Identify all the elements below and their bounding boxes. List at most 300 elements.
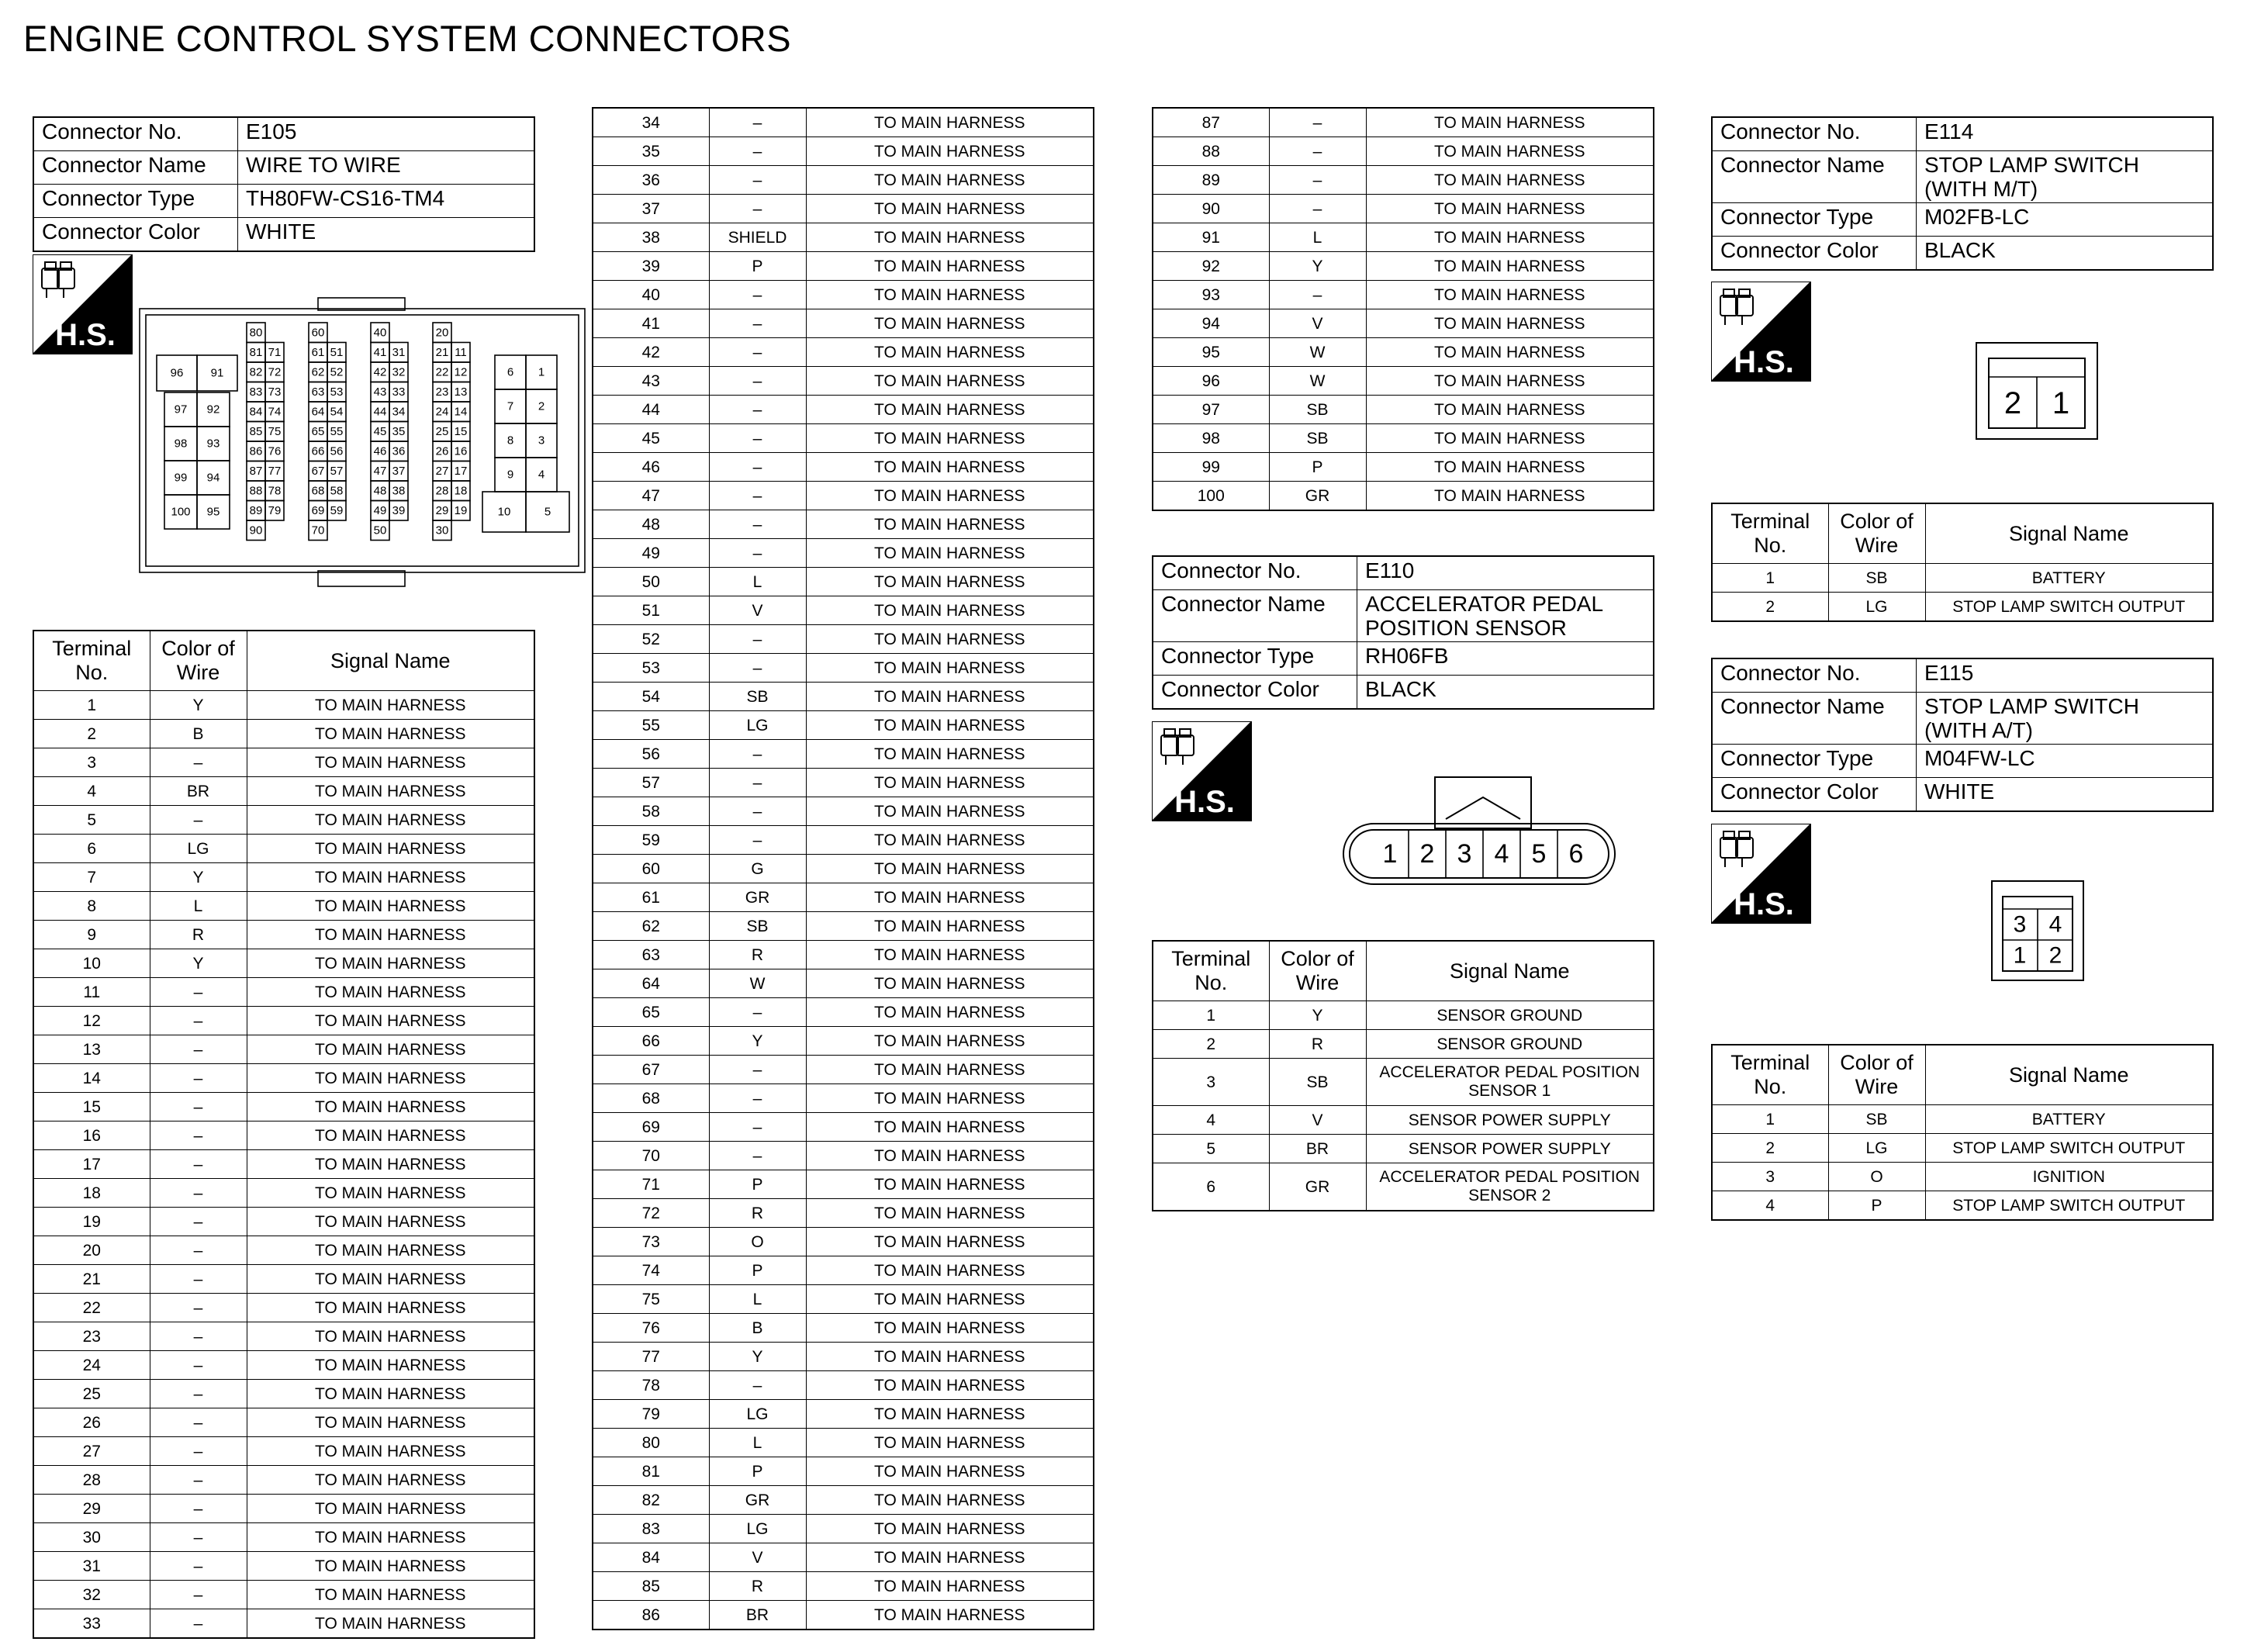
wire-color-cell: GR xyxy=(709,883,806,912)
wire-color-cell: SB xyxy=(1828,564,1925,593)
table-row xyxy=(593,855,1094,883)
wire-color-cell: LG xyxy=(150,835,247,863)
terminal-number: 79 xyxy=(268,503,282,517)
terminal-number: 52 xyxy=(330,365,344,379)
table-row xyxy=(1712,564,2213,593)
connector-no-value: E114 xyxy=(1917,117,2214,151)
terminal-number: 40 xyxy=(373,326,387,340)
terminal-no-cell: 6 xyxy=(33,835,150,863)
e105-info-table xyxy=(33,116,535,252)
terminal-number: 27 xyxy=(435,464,449,478)
signal-name-cell: TO MAIN HARNESS xyxy=(247,806,534,835)
table-row xyxy=(593,166,1094,195)
wire-color-cell: BR xyxy=(709,1601,806,1630)
signal-name-cell: TO MAIN HARNESS xyxy=(247,1495,534,1523)
terminal-no-cell: 88 xyxy=(1153,137,1269,166)
terminal-no-cell: 92 xyxy=(1153,252,1269,281)
wire-color-cell: – xyxy=(709,166,806,195)
signal-name-cell: STOP LAMP SWITCH OUTPUT xyxy=(1925,1134,2213,1163)
terminal-number: 35 xyxy=(392,424,406,438)
signal-name-cell: TO MAIN HARNESS xyxy=(806,711,1094,740)
terminal-number: 90 xyxy=(249,524,263,537)
signal-name-cell: TO MAIN HARNESS xyxy=(247,1581,534,1609)
table-row xyxy=(593,941,1094,969)
wire-color-cell: – xyxy=(709,654,806,683)
table-row xyxy=(33,835,534,863)
signal-name-cell: TO MAIN HARNESS xyxy=(247,863,534,892)
table-row xyxy=(593,969,1094,998)
table-row xyxy=(1153,252,1654,281)
terminal-number: 63 xyxy=(311,385,325,399)
wire-color-cell: SB xyxy=(1828,1105,1925,1134)
terminal-number: 69 xyxy=(311,503,325,517)
table-row xyxy=(33,1351,534,1380)
terminal-no-cell: 14 xyxy=(33,1064,150,1093)
connector-sketch-icon xyxy=(1161,729,1194,765)
wire-color-cell: – xyxy=(709,797,806,826)
table-row xyxy=(1153,453,1654,482)
terminal-number: 76 xyxy=(268,444,282,458)
signal-name-cell: TO MAIN HARNESS xyxy=(806,998,1094,1027)
table-row xyxy=(593,424,1094,453)
table-row xyxy=(33,1208,534,1236)
terminal-number: 37 xyxy=(392,464,406,478)
connector-type-label: Connector Type xyxy=(1153,642,1357,676)
wire-color-cell: – xyxy=(150,1322,247,1351)
terminal-number: 86 xyxy=(249,444,263,458)
terminal-number: 1 xyxy=(538,365,545,379)
terminal-number: 87 xyxy=(249,464,263,478)
terminal-number: 26 xyxy=(435,444,449,458)
e105-terminal-table-3 xyxy=(1152,107,1654,511)
signal-name-cell: TO MAIN HARNESS xyxy=(806,883,1094,912)
terminal-number: 74 xyxy=(268,405,282,419)
terminal-no-cell: 12 xyxy=(33,1007,150,1035)
terminal-no-cell: 58 xyxy=(593,797,709,826)
terminal-no-cell: 81 xyxy=(593,1457,709,1486)
terminal-number: 10 xyxy=(497,505,511,519)
connector-color-value: BLACK xyxy=(1917,237,2214,271)
terminal-number: 19 xyxy=(454,503,468,517)
terminal-number: 78 xyxy=(268,484,282,498)
terminal-number: 47 xyxy=(373,464,387,478)
terminal-number: 82 xyxy=(249,365,263,379)
terminal-no-cell: 3 xyxy=(1712,1163,1828,1191)
connector-no-value: E110 xyxy=(1357,556,1654,590)
terminal-number: 18 xyxy=(454,484,468,498)
wire-color-cell: L xyxy=(709,1429,806,1457)
terminal-no-cell: 79 xyxy=(593,1400,709,1429)
wire-color-cell: LG xyxy=(709,711,806,740)
table-row xyxy=(1153,223,1654,252)
terminal-no-header: Terminal No. xyxy=(1712,503,1828,564)
terminal-number: 44 xyxy=(373,405,387,419)
terminal-no-cell: 62 xyxy=(593,912,709,941)
terminal-no-cell: 89 xyxy=(1153,166,1269,195)
signal-name-cell: TO MAIN HARNESS xyxy=(806,654,1094,683)
terminal-no-cell: 72 xyxy=(593,1199,709,1228)
table-row xyxy=(33,691,534,720)
wire-color-cell: GR xyxy=(709,1486,806,1515)
terminal-no-cell: 64 xyxy=(593,969,709,998)
connector-color-label: Connector Color xyxy=(1153,676,1357,710)
terminal-no-cell: 25 xyxy=(33,1380,150,1408)
terminal-no-cell: 13 xyxy=(33,1035,150,1064)
terminal-no-cell: 54 xyxy=(593,683,709,711)
wire-color-cell: SHIELD xyxy=(709,223,806,252)
terminal-no-cell: 59 xyxy=(593,826,709,855)
terminal-no-cell: 83 xyxy=(593,1515,709,1543)
signal-name-cell: TO MAIN HARNESS xyxy=(806,223,1094,252)
signal-name-cell: TO MAIN HARNESS xyxy=(806,108,1094,137)
connector-type-value: M02FB-LC xyxy=(1917,203,2214,237)
signal-name-cell: TO MAIN HARNESS xyxy=(247,748,534,777)
wire-color-cell: SB xyxy=(1269,424,1366,453)
signal-name-cell: TO MAIN HARNESS xyxy=(806,166,1094,195)
table-row xyxy=(33,1121,534,1150)
signal-name-cell: TO MAIN HARNESS xyxy=(806,941,1094,969)
signal-name-cell: TO MAIN HARNESS xyxy=(1366,424,1654,453)
table-row xyxy=(33,1495,534,1523)
terminal-no-cell: 86 xyxy=(593,1601,709,1630)
wire-color-cell: GR xyxy=(1269,1163,1366,1211)
connector-no-label: Connector No. xyxy=(1712,117,1917,151)
signal-name-cell: TO MAIN HARNESS xyxy=(806,137,1094,166)
terminal-no-cell: 26 xyxy=(33,1408,150,1437)
signal-name-cell: TO MAIN HARNESS xyxy=(247,720,534,748)
e110-terminal-table xyxy=(1152,940,1654,1211)
wire-color-cell: P xyxy=(709,1256,806,1285)
wire-color-cell: LG xyxy=(1828,1134,1925,1163)
connector-name-value: STOP LAMP SWITCH (WITH M/T) xyxy=(1917,151,2214,203)
table-row xyxy=(33,863,534,892)
connector-no-label: Connector No. xyxy=(33,117,238,151)
table-row xyxy=(593,826,1094,855)
terminal-number: 25 xyxy=(435,424,449,438)
terminal-no-cell: 1 xyxy=(1712,564,1828,593)
terminal-number: 100 xyxy=(171,505,191,519)
wire-color-cell: – xyxy=(150,1437,247,1466)
e105-connector-diagram xyxy=(138,296,586,588)
terminal-number: 65 xyxy=(311,424,325,438)
terminal-no-cell: 49 xyxy=(593,539,709,568)
terminal-no-cell: 100 xyxy=(1153,482,1269,511)
wire-color-cell: Y xyxy=(1269,1001,1366,1030)
terminal-number: 84 xyxy=(249,405,263,419)
wire-color-cell: – xyxy=(1269,108,1366,137)
wire-color-cell: GR xyxy=(1269,482,1366,511)
terminal-number: 41 xyxy=(373,345,387,359)
terminal-no-cell: 1 xyxy=(1153,1001,1269,1030)
wire-color-cell: G xyxy=(709,855,806,883)
wire-color-cell: – xyxy=(1269,166,1366,195)
table-row xyxy=(1712,1163,2213,1191)
table-row xyxy=(593,367,1094,396)
terminal-number: 1 xyxy=(1382,839,1398,869)
terminal-no-cell: 73 xyxy=(593,1228,709,1256)
terminal-no-cell: 23 xyxy=(33,1322,150,1351)
wire-color-cell: – xyxy=(150,1552,247,1581)
table-row xyxy=(593,883,1094,912)
signal-name-cell: BATTERY xyxy=(1925,564,2213,593)
wire-color-cell: Y xyxy=(709,1027,806,1056)
signal-name-cell: TO MAIN HARNESS xyxy=(247,978,534,1007)
e105-terminal-table-2 xyxy=(592,107,1094,1630)
hs-badge-e114 xyxy=(1711,282,1812,382)
wire-color-cell: – xyxy=(150,1007,247,1035)
terminal-no-cell: 31 xyxy=(33,1552,150,1581)
signal-name-cell: TO MAIN HARNESS xyxy=(806,855,1094,883)
signal-name-cell: TO MAIN HARNESS xyxy=(247,1609,534,1639)
table-row xyxy=(593,338,1094,367)
table-row xyxy=(593,912,1094,941)
hs-badge-label: H.S. xyxy=(1734,887,1794,921)
color-of-wire-header: Color of Wire xyxy=(150,631,247,691)
color-of-wire-header: Color of Wire xyxy=(1828,503,1925,564)
wire-color-cell: BR xyxy=(150,777,247,806)
table-row xyxy=(593,1170,1094,1199)
table-row xyxy=(593,1314,1094,1343)
signal-name-cell: TO MAIN HARNESS xyxy=(806,1515,1094,1543)
terminal-number: 24 xyxy=(435,405,449,419)
table-row xyxy=(33,1236,534,1265)
wire-color-cell: R xyxy=(1269,1030,1366,1059)
table-row xyxy=(593,1572,1094,1601)
signal-name-cell: TO MAIN HARNESS xyxy=(247,1466,534,1495)
signal-name-cell: TO MAIN HARNESS xyxy=(247,1322,534,1351)
table-row xyxy=(1153,108,1654,137)
signal-name-cell: SENSOR POWER SUPPLY xyxy=(1366,1135,1654,1163)
terminal-number: 67 xyxy=(311,464,325,478)
signal-name-cell: TO MAIN HARNESS xyxy=(806,1113,1094,1142)
signal-name-cell: TO MAIN HARNESS xyxy=(1366,108,1654,137)
signal-name-cell: TO MAIN HARNESS xyxy=(806,309,1094,338)
terminal-no-cell: 78 xyxy=(593,1371,709,1400)
terminal-no-cell: 55 xyxy=(593,711,709,740)
e115-info-table xyxy=(1711,658,2214,812)
terminal-no-cell: 36 xyxy=(593,166,709,195)
connector-sketch-icon xyxy=(1720,289,1753,325)
signal-name-cell: TO MAIN HARNESS xyxy=(247,1208,534,1236)
table-row xyxy=(33,1581,534,1609)
table-row xyxy=(33,1552,534,1581)
table-row xyxy=(593,1113,1094,1142)
signal-name-cell: TO MAIN HARNESS xyxy=(247,1093,534,1121)
terminal-number: 80 xyxy=(249,326,263,340)
table-row xyxy=(33,748,534,777)
terminal-no-cell: 63 xyxy=(593,941,709,969)
terminal-no-cell: 67 xyxy=(593,1056,709,1084)
table-row xyxy=(1712,1105,2213,1134)
table-row xyxy=(593,1543,1094,1572)
signal-name-header: Signal Name xyxy=(247,631,534,691)
terminal-number: 85 xyxy=(249,424,263,438)
wire-color-cell: – xyxy=(709,539,806,568)
terminal-no-cell: 43 xyxy=(593,367,709,396)
table-row xyxy=(33,1380,534,1408)
signal-name-cell: TO MAIN HARNESS xyxy=(806,338,1094,367)
wire-color-cell: R xyxy=(150,921,247,949)
table-row xyxy=(1153,195,1654,223)
table-row xyxy=(1153,482,1654,511)
terminal-number: 2 xyxy=(538,399,545,413)
connector-type-value: RH06FB xyxy=(1357,642,1654,676)
terminal-number: 71 xyxy=(268,345,282,359)
e110-info-table xyxy=(1152,555,1654,710)
hs-badge-e110 xyxy=(1152,721,1253,822)
wire-color-cell: R xyxy=(709,941,806,969)
table-row xyxy=(593,281,1094,309)
terminal-no-cell: 28 xyxy=(33,1466,150,1495)
terminal-no-cell: 76 xyxy=(593,1314,709,1343)
terminal-no-cell: 65 xyxy=(593,998,709,1027)
terminal-no-cell: 82 xyxy=(593,1486,709,1515)
wire-color-cell: – xyxy=(150,1265,247,1294)
signal-name-cell: TO MAIN HARNESS xyxy=(806,1228,1094,1256)
terminal-no-cell: 98 xyxy=(1153,424,1269,453)
terminal-number: 9 xyxy=(506,468,514,482)
terminal-no-cell: 5 xyxy=(33,806,150,835)
terminal-no-cell: 20 xyxy=(33,1236,150,1265)
table-row xyxy=(1153,137,1654,166)
terminal-no-cell: 84 xyxy=(593,1543,709,1572)
table-row xyxy=(593,1027,1094,1056)
signal-name-cell: TO MAIN HARNESS xyxy=(247,1035,534,1064)
signal-name-cell: TO MAIN HARNESS xyxy=(1366,367,1654,396)
terminal-number: 2 xyxy=(2048,942,2062,969)
e110-connector-diagram xyxy=(1340,776,1620,892)
wire-color-cell: W xyxy=(1269,367,1366,396)
table-row xyxy=(1153,1001,1654,1030)
wire-color-cell: – xyxy=(1269,137,1366,166)
terminal-number: 16 xyxy=(454,444,468,458)
terminal-no-cell: 47 xyxy=(593,482,709,510)
hs-badge-label: H.S. xyxy=(1174,785,1235,819)
table-row xyxy=(33,921,534,949)
wire-color-cell: – xyxy=(709,453,806,482)
terminal-no-cell: 80 xyxy=(593,1429,709,1457)
wire-color-cell: O xyxy=(1828,1163,1925,1191)
signal-name-cell: TO MAIN HARNESS xyxy=(806,1343,1094,1371)
wire-color-cell: – xyxy=(150,1064,247,1093)
wire-color-cell: – xyxy=(709,625,806,654)
terminal-number: 32 xyxy=(392,365,406,379)
connector-no-value: E115 xyxy=(1917,658,2214,693)
terminal-no-cell: 1 xyxy=(33,691,150,720)
terminal-number: 3 xyxy=(2013,911,2027,938)
table-row xyxy=(33,1523,534,1552)
signal-name-cell: TO MAIN HARNESS xyxy=(1366,482,1654,511)
terminal-no-cell: 85 xyxy=(593,1572,709,1601)
signal-name-cell: TO MAIN HARNESS xyxy=(806,1486,1094,1515)
terminal-number: 4 xyxy=(2048,911,2062,938)
signal-name-cell: ACCELERATOR PEDAL POSITION SENSOR 1 xyxy=(1366,1059,1654,1106)
terminal-number: 46 xyxy=(373,444,387,458)
terminal-number: 1 xyxy=(2052,386,2070,420)
signal-name-cell: TO MAIN HARNESS xyxy=(806,797,1094,826)
signal-name-cell: TO MAIN HARNESS xyxy=(806,1285,1094,1314)
terminal-number: 83 xyxy=(249,385,263,399)
table-row xyxy=(593,769,1094,797)
terminal-no-cell: 33 xyxy=(33,1609,150,1639)
terminal-number: 3 xyxy=(1457,839,1472,869)
terminal-number: 2 xyxy=(1419,839,1435,869)
terminal-number: 33 xyxy=(392,385,406,399)
terminal-number: 77 xyxy=(268,464,282,478)
connector-name-label: Connector Name xyxy=(1712,151,1917,203)
wire-color-cell: Y xyxy=(150,691,247,720)
signal-name-cell: TO MAIN HARNESS xyxy=(1366,195,1654,223)
signal-name-cell: SENSOR POWER SUPPLY xyxy=(1366,1106,1654,1135)
wire-color-cell: SB xyxy=(709,912,806,941)
signal-name-cell: TO MAIN HARNESS xyxy=(1366,166,1654,195)
signal-name-cell: TO MAIN HARNESS xyxy=(247,835,534,863)
signal-name-cell: TO MAIN HARNESS xyxy=(247,1179,534,1208)
wire-color-cell: R xyxy=(709,1199,806,1228)
table-row xyxy=(593,654,1094,683)
terminal-number: 14 xyxy=(454,405,468,419)
e105-terminal-table-1 xyxy=(33,630,535,1639)
table-row xyxy=(593,1199,1094,1228)
signal-name-cell: TO MAIN HARNESS xyxy=(806,1170,1094,1199)
table-row xyxy=(593,137,1094,166)
table-row xyxy=(593,108,1094,137)
terminal-no-cell: 99 xyxy=(1153,453,1269,482)
table-row xyxy=(593,1084,1094,1113)
terminal-number: 59 xyxy=(330,503,344,517)
signal-name-cell: TO MAIN HARNESS xyxy=(247,1236,534,1265)
table-row xyxy=(593,1256,1094,1285)
wire-color-cell: – xyxy=(709,740,806,769)
signal-name-cell: TO MAIN HARNESS xyxy=(247,892,534,921)
terminal-no-cell: 10 xyxy=(33,949,150,978)
terminal-number: 70 xyxy=(311,524,325,537)
signal-name-cell: IGNITION xyxy=(1925,1163,2213,1191)
signal-name-cell: TO MAIN HARNESS xyxy=(806,281,1094,309)
table-row xyxy=(33,1466,534,1495)
wire-color-cell: LG xyxy=(709,1400,806,1429)
wire-color-cell: – xyxy=(709,367,806,396)
terminal-no-cell: 39 xyxy=(593,252,709,281)
terminal-number: 20 xyxy=(435,326,449,340)
terminal-number: 31 xyxy=(392,345,406,359)
table-row xyxy=(1153,281,1654,309)
table-row xyxy=(593,252,1094,281)
signal-name-cell: TO MAIN HARNESS xyxy=(806,367,1094,396)
signal-name-cell: TO MAIN HARNESS xyxy=(247,921,534,949)
terminal-no-cell: 48 xyxy=(593,510,709,539)
table-row xyxy=(593,1515,1094,1543)
signal-name-cell: TO MAIN HARNESS xyxy=(806,1199,1094,1228)
terminal-number: 57 xyxy=(330,464,344,478)
terminal-no-cell: 4 xyxy=(33,777,150,806)
signal-name-cell: TO MAIN HARNESS xyxy=(806,683,1094,711)
signal-name-cell: STOP LAMP SWITCH OUTPUT xyxy=(1925,1191,2213,1221)
wire-color-cell: – xyxy=(150,1495,247,1523)
terminal-no-cell: 9 xyxy=(33,921,150,949)
terminal-no-cell: 32 xyxy=(33,1581,150,1609)
signal-name-cell: TO MAIN HARNESS xyxy=(806,625,1094,654)
terminal-no-cell: 27 xyxy=(33,1437,150,1466)
wire-color-cell: – xyxy=(709,281,806,309)
signal-name-cell: TO MAIN HARNESS xyxy=(247,1380,534,1408)
hs-badge-label: H.S. xyxy=(55,318,116,352)
wire-color-cell: W xyxy=(709,969,806,998)
table-row xyxy=(33,1150,534,1179)
e114-info-table xyxy=(1711,116,2214,271)
terminal-number: 38 xyxy=(392,484,406,498)
wire-color-cell: P xyxy=(709,252,806,281)
